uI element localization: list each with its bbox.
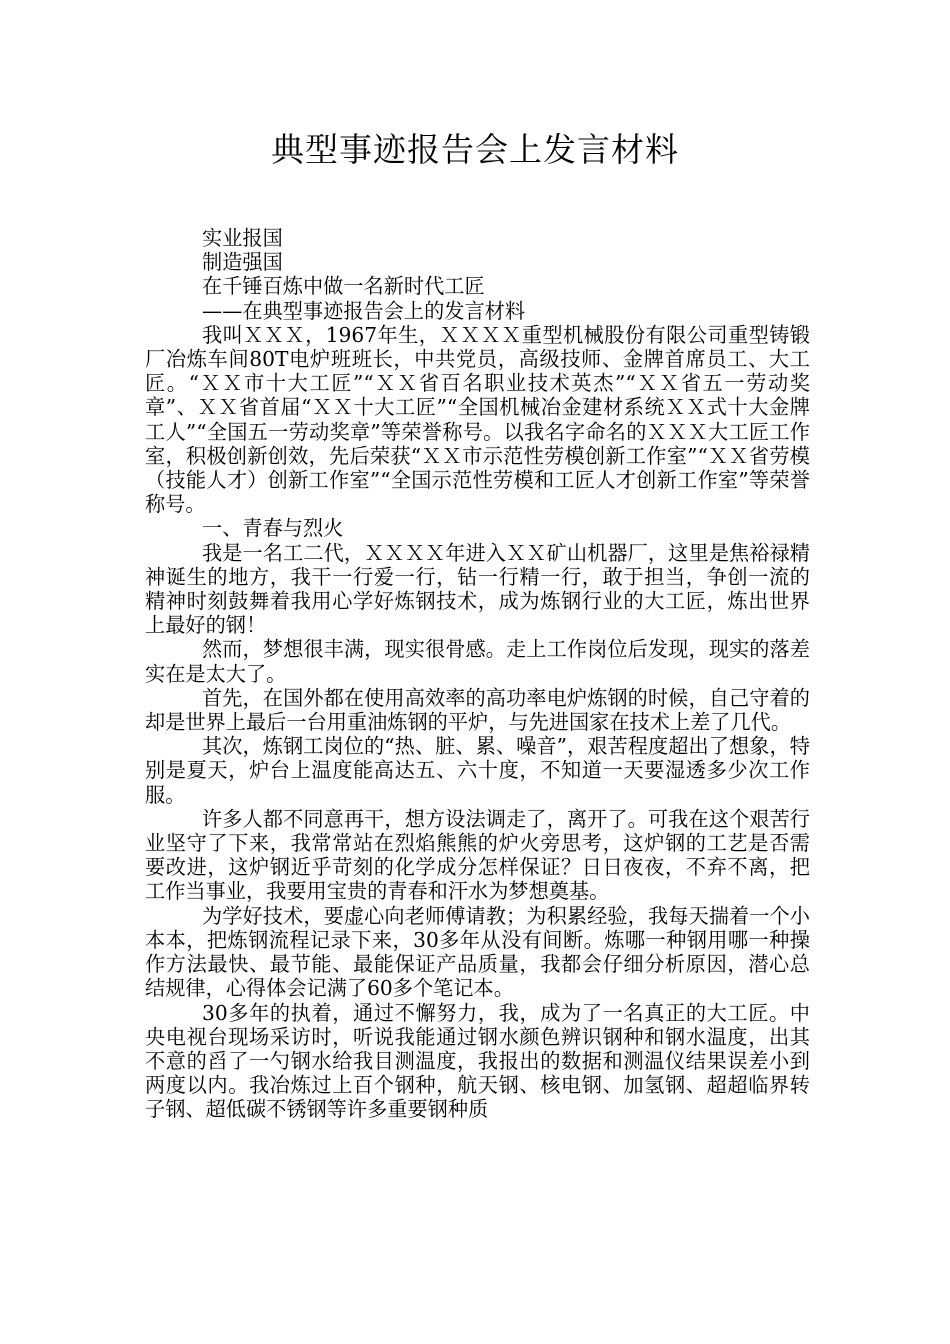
paragraph-heading-2: 制造强国 (202, 250, 283, 275)
paragraph-body: 许多人都不同意再干，想方设法调走了，离开了。可我在这个艰苦行业坚守了下来，我常常站在烈焰熊熊的炉火旁思考，这炉钢的工艺是否需要改进，这炉钢近乎苛刻的化学成分怎样保证？日日夜夜，不弃不离，把工作当事业，我要用宝贵的青春和汗水为梦想奠基。 (145, 806, 810, 904)
paragraph-heading-3: 在千锤百炼中做一名新时代工匠 (202, 274, 485, 299)
document-body (145, 226, 810, 1122)
paragraph-intro: 我叫ＸＸＸ，1967年生，ＸＸＸＸ重型机械股份有限公司重型铸锻厂冶炼车间80T电炉班班长，中共党员，高级技师、金牌首席员工、大工匠。“ＸＸ市十大工匠”“ＸＸ省百名职业技术英杰”“ＸＸ省五一劳动奖章”、ＸＸ省首届“ＸＸ十大工匠”“全国机械冶金建材系统ＸＸ式十大金牌工人”“全国五一劳动奖章”等荣誉称号。以我名字命名的ＸＸＸ大工匠工作室，积极创新创效，先后荣获“ＸＸ市示范性劳模创新工作室”“ＸＸ省劳模（技能人才）创新工作室”“全国示范性劳模和工匠人才创新工作室”等荣誉称号。 (145, 322, 810, 517)
paragraph-body: 30多年的执着，通过不懈努力，我，成为了一名真正的大工匠。中央电视台现场采访时，听说我能通过钢水颜色辨识钢种和钢水温度，出其不意的舀了一勺钢水给我目测温度，我报出的数据和测温仪结果误差小到两度以内。我冶炼过上百个钢种，航天钢、核电钢、加氢钢、超超临界转子钢、超低碳不锈钢等许多重要钢种质 (145, 1000, 810, 1122)
paragraph-body: 然而，梦想很丰满，现实很骨感。走上工作岗位后发现，现实的落差实在是太大了。 (145, 637, 810, 686)
paragraph-body: 首先，在国外都在使用高效率的高功率电炉炼钢的时候，自己守着的却是世界上最后一台用重油炼钢的平炉，与先进国家在技术上差了几代。 (145, 685, 810, 735)
paragraph-body: 我是一名工二代，ＸＸＸＸ年进入ＸＸ矿山机器厂，这里是焦裕禄精神诞生的地方，我干一行爱一行，钻一行精一行，敢于担当，争创一流的精神时刻鼓舞着我用心学好炼钢技术，成为炼钢行业的大工匠，炼出世界上最好的钢！ (145, 540, 810, 638)
section-heading-1: 一、青春与烈火 (202, 516, 344, 541)
paragraph-body: 其次，炼钢工岗位的“热、脏、累、噪音”，艰苦程度超出了想象，特别是夏天，炉台上温度能高达五、六十度，不知道一天要湿透多少次工作服。 (145, 734, 810, 807)
paragraph-body: 为学好技术，要虚心向老师傅请教；为积累经验，我每天揣着一个小本本，把炼钢流程记录下来，30多年从没有间断。炼哪一种钢用哪一种操作方法最快、最节能、最能保证产品质量，我都会仔细分析原因，潜心总结规律，心得体会记满了60多个笔记本。 (145, 903, 810, 1001)
paragraph-heading-1: 实业报国 (202, 226, 283, 250)
document-title: 典型事迹报告会上发言材料 (271, 130, 679, 169)
paragraph-subtitle: ——在典型事迹报告会上的发言材料 (202, 298, 526, 323)
